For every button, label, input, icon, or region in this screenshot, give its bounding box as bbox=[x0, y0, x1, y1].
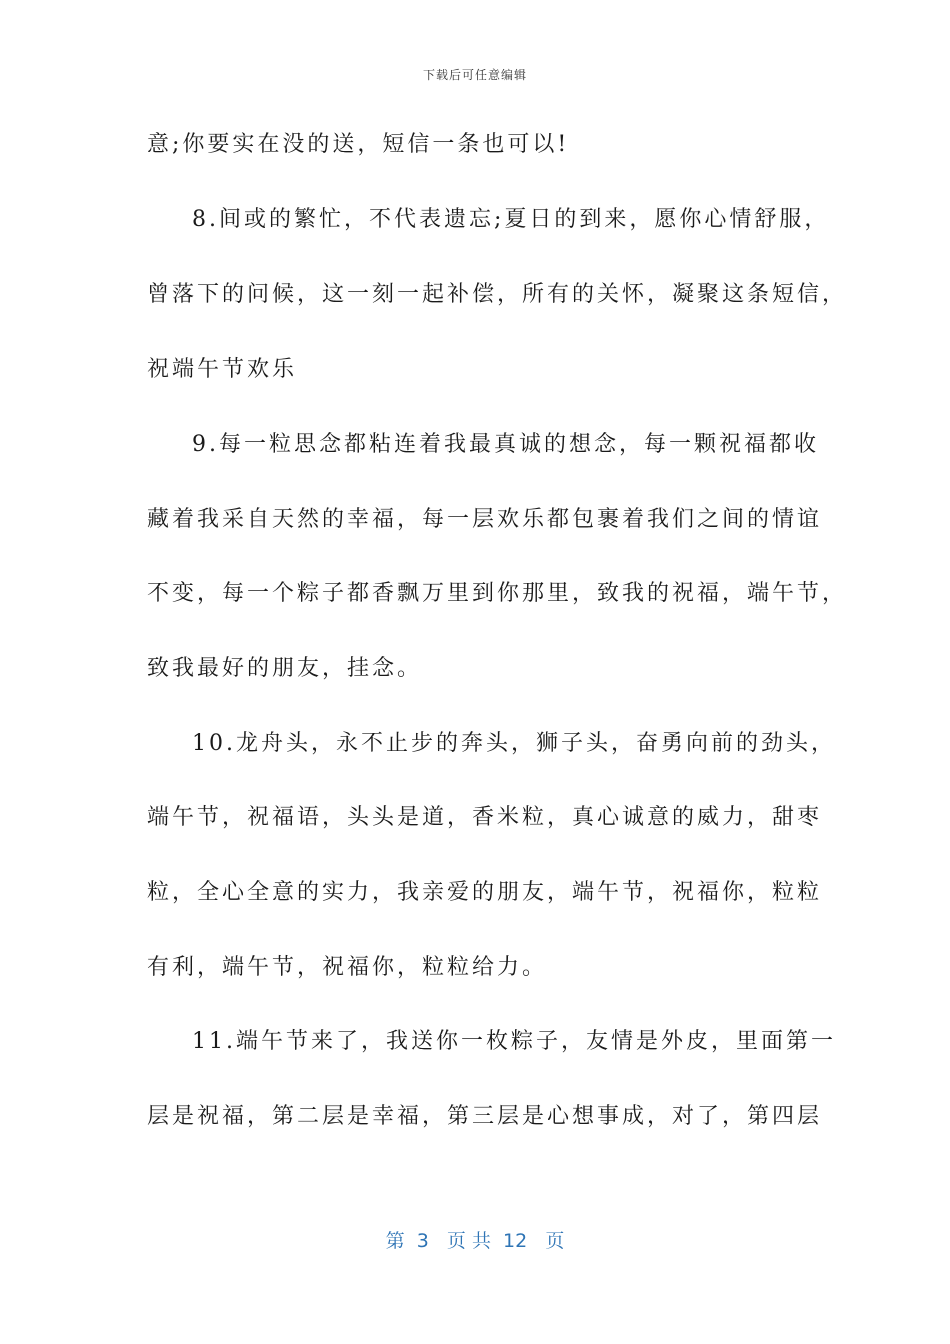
text-line: 祝端午节欢乐 bbox=[147, 357, 298, 382]
text-line: 端午节，祝福语，头头是道，香米粒，真心诚意的威力，甜枣 bbox=[147, 805, 823, 830]
text-line: 9.每一粒思念都粘连着我最真诚的想念，每一颗祝福都收 bbox=[192, 432, 819, 457]
text-line: 意;你要实在没的送，短信一条也可以! bbox=[147, 132, 570, 157]
text-line: 层是祝福，第二层是幸福，第三层是心想事成，对了，第四层 bbox=[147, 1104, 823, 1129]
text-line: 曾落下的问候，这一刻一起补偿，所有的关怀，凝聚这条短信， bbox=[147, 282, 848, 307]
page-number-footer: 第 3 页 共 12 页 bbox=[385, 1230, 565, 1252]
text-line: 有利，端午节，祝福你，粒粒给力。 bbox=[147, 955, 548, 980]
page-header: 下载后可任意编辑 bbox=[422, 68, 527, 82]
text-line: 8.间或的繁忙，不代表遗忘;夏日的到来，愿你心情舒服， bbox=[192, 207, 830, 232]
text-line: 11.端午节来了，我送你一枚粽子，友情是外皮，里面第一 bbox=[192, 1029, 836, 1054]
text-line: 粒，全心全意的实力，我亲爱的朋友，端午节，祝福你，粒粒 bbox=[147, 880, 823, 905]
text-line: 不变，每一个粽子都香飘万里到你那里，致我的祝福，端午节， bbox=[147, 581, 848, 606]
text-line: 藏着我采自天然的幸福，每一层欢乐都包裹着我们之间的情谊 bbox=[147, 507, 823, 532]
text-line: 10.龙舟头，永不止步的奔头，狮子头，奋勇向前的劲头， bbox=[192, 731, 836, 756]
text-line: 致我最好的朋友，挂念。 bbox=[147, 656, 423, 681]
